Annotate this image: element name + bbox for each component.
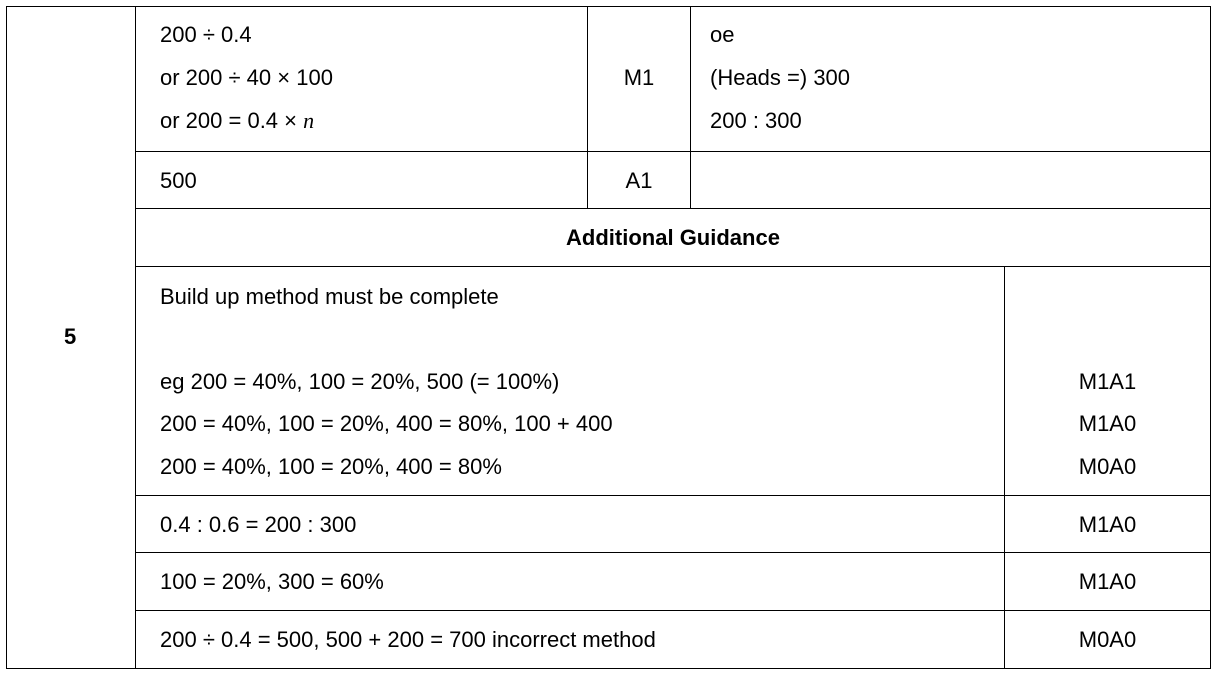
answer-line: 200 ÷ 0.4 bbox=[160, 22, 252, 47]
guidance-line: eg 200 = 40%, 100 = 20%, 500 (= 100%) bbox=[160, 369, 560, 394]
answer-value: 500 bbox=[160, 168, 197, 193]
mark-m1: M1 bbox=[623, 65, 655, 90]
comment-line: 200 : 300 bbox=[710, 108, 802, 133]
guidance-row-mark: M0A0 bbox=[1078, 627, 1137, 652]
guidance-heading: Additional Guidance bbox=[566, 225, 780, 250]
guidance-row-text: 200 ÷ 0.4 = 500, 500 + 200 = 700 incorrect method bbox=[160, 627, 656, 652]
guidance-mark: M1A1 bbox=[1078, 369, 1137, 394]
comment-line: (Heads =) 300 bbox=[710, 65, 851, 90]
guidance-line: 200 = 40%, 100 = 20%, 400 = 80%, 100 + 400 bbox=[160, 411, 613, 436]
answer-line: or 200 ÷ 40 × 100 bbox=[160, 65, 333, 90]
answer-line-with-variable bbox=[160, 108, 314, 134]
guidance-row-mark: M1A0 bbox=[1078, 512, 1137, 537]
guidance-line: 200 = 40%, 100 = 20%, 400 = 80% bbox=[160, 454, 502, 479]
comment-line: oe bbox=[710, 22, 735, 47]
guidance-intro: Build up method must be complete bbox=[160, 284, 499, 309]
guidance-row-text: 0.4 : 0.6 = 200 : 300 bbox=[160, 512, 357, 537]
question-number: 5 bbox=[64, 324, 77, 349]
guidance-row-mark: M1A0 bbox=[1078, 569, 1137, 594]
guidance-row-text: 100 = 20%, 300 = 60% bbox=[160, 569, 384, 594]
mark-a1: A1 bbox=[625, 168, 653, 193]
guidance-mark: M0A0 bbox=[1078, 454, 1137, 479]
guidance-mark: M1A0 bbox=[1078, 411, 1137, 436]
variable-n: n bbox=[303, 108, 315, 133]
answer-line: or 200 = 0.4 × bbox=[160, 108, 304, 133]
